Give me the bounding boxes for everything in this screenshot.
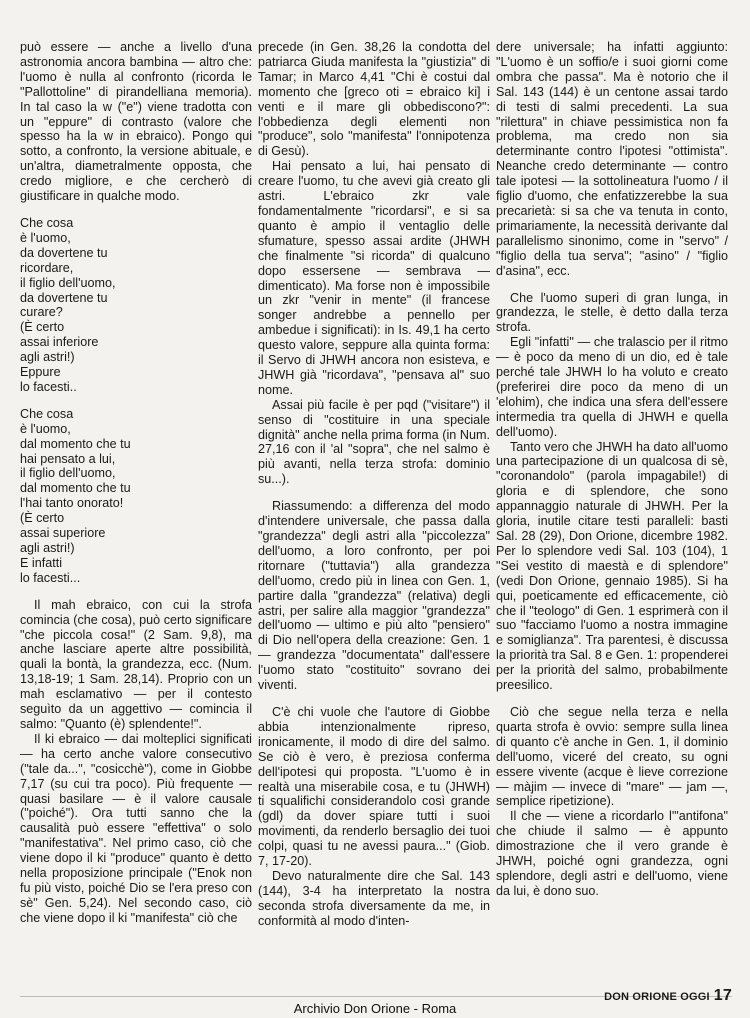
text-column-1 (20, 40, 252, 975)
poem-line: curare? (20, 305, 63, 320)
paragraph: precede (in Gen. 38,26 la condotta del patriarca Giuda manifesta la "giustizia" di Tamar; in Marco 4,41 "Chi è costui dal momento che [greco oti = ebraico ki] i venti e il mare gli obbediscono?": l'obbedienza degli elementi non "produce", solo "manifesta" l'onnipotenza di Gesù). (258, 40, 490, 159)
paragraph: Che l'uomo superi di gran lunga, in grandezza, le stelle, è detto dalla terza strofa. (496, 290, 728, 335)
paragraph: Devo naturalmente dire che Sal. 143 (144), 3-4 ha interpretato la nostra seconda strofa diversamente da me, in conformità al modo d'inten- (258, 868, 490, 928)
poem-line: agli astri!) (20, 350, 75, 365)
paragraph: Il mah ebraico, con cui la strofa comincia (che cosa), può certo significare "che piccola cosa!" (2 Sam. 9,8), ma anche lasciare aperte altre possibilità, quali la bontà, la grandezza, ecc. (Num. 13,18-19; 1 Sam. 28,14). Proprio con un mah esclamativo — per il contesto seguìto da un aggettivo — comincia il salmo: "Quanto (è) splendente!". (20, 597, 252, 731)
poem-line: è l'uomo, (20, 230, 71, 245)
page-number: 17 (713, 987, 732, 1004)
poem-version-proposed (20, 407, 252, 586)
poem-line: da dovertene tu (20, 290, 108, 305)
poem-line: è l'uomo, (20, 421, 71, 436)
paragraph: Riassumendo: a differenza del modo d'intendere universale, che passa dalla "grandezza" degli astri alla "piccolezza" dell'uomo, a loro confronto, per poi ritornare ("tuttavia") alla grandezza dell'uomo, credo più in linea con Gen. 1, partire dalla "grandezza" (relativa) degli astri, per salire alla maggior "grandezza" dell'uomo — ultimo e più alto "pensiero" di Dio nell'opera della creazione: Gen. 1 — grandezza "documentata" dall'essere l'uomo stato "costituito" sovrano dei viventi. (258, 499, 490, 693)
paragraph: Il ki ebraico — dai molteplici significati — ha certo anche valore consecutivo ("tale da...", "cosicchè"), come in Giobbe 7,17 (su cui tra poco). Più frequente — quasi basilare — è il valore causale ("poiché"). Ora tutti sanno che la causalità può essere "effettiva" o solo "manifestativa". Nel primo caso, ciò che viene dopo il ki "produce" quanto è detto nella proposizione principale ("Enok non fu più visto, poiché Dio se l'era preso con sè" Gen. 5,24). Nel secondo caso, ciò che viene dopo il ki "manifesta" ciò che (20, 731, 252, 925)
paragraph: Tanto vero che JHWH ha dato all'uomo una partecipazione di un qualcosa di sè, "coronandolo" (parola impagabile!) di gloria e di splendore, che sono appannaggio naturale di JHWH. Per la gloria, inutile citare testi paralleli: basti Sal. 28 (29), Don Orione, dicembre 1982. Per lo splendore vedi Sal. 103 (104), 1 "Sei vestito di maestà e di splendore" (vedi Don Orione, gennaio 1985). Si ha qui, poeticamente ed efficacemente, ciò che il "teologo" di Gen. 1 esprimerà con il suo "facciamo l'uomo a nostra immagine e somiglianza". Tra parentesi, è discussa la priorità tra Sal. 8 e Gen. 1: propenderei per la priorità del salmo, probabilmente preesilico. (496, 439, 728, 693)
poem-line: il figlio dell'uomo, (20, 466, 116, 481)
poem-line: Che cosa (20, 406, 74, 421)
poem-line: E infatti (20, 555, 62, 570)
paragraph: dere universale; ha infatti aggiunto: "L'uomo è un soffio/e i suoi giorni come ombra che passa". Ma è notorio che il Sal. 143 (144) è un centone assai tardo di testi di salmi precedenti. La sua "rilettura" in chiave pessimistica non fa problema, ma credo non sia determinante contro l'ipotesi "ottimista". Neanche credo determinante — contro tale ipotesi — la sottolineatura l'uomo / il figlio d'uomo, che enfatizzerebbe la sua precarietà: si sa che va tenuta in conto, primariamente, la necessità derivante dal parallelismo sinonimo, come in "servo" / "figlio della tua serva"; "asino" / "figlio d'asina", ecc. (496, 40, 728, 278)
paragraph: può essere — anche a livello d'una astronomia ancora bambina — altro che: l'uomo è nulla al confronto (ricorda le "Pallottoline" di pirandelliana memoria). In tal caso la w ("e") viene tradotta con un "eppure" di contrasto (valore che spesso ha la w in ebraico). Pongo qui sotto, a confronto, la versione abituale, e un'altra, diametralmente opposta, che credo migliore, e che cercherò di giustificare in qualche modo. (20, 40, 252, 204)
poem-line: Eppure (20, 365, 61, 380)
text-column-2 (258, 40, 490, 975)
poem-line: il figlio dell'uomo, (20, 275, 116, 290)
poem-line: ricordare, (20, 260, 74, 275)
poem-line: hai pensato a lui, (20, 451, 116, 466)
archive-caption: Archivio Don Orione - Roma (293, 1001, 457, 1016)
text-column-3 (496, 40, 728, 975)
poem-line: Che cosa (20, 215, 74, 230)
poem-line: assai inferiore (20, 335, 99, 350)
paragraph: Ciò che segue nella terza e nella quarta strofa è ovvio: sempre sulla linea di quanto c'è anche in Gen. 1, il dominio dell'uomo, viceré del creato, su ogni essere vivente (acque è lieve correzione — màjim — invece di "mare" — jam —, semplice ripetizione). (496, 704, 728, 809)
paragraph: Egli "infatti" — che tralascio per il ritmo — è poco da meno di un dio, ed è tale perché tale JHWH lo ha voluto e creato (preferirei dire poco da meno di un 'elohim), che indica una sfera dell'essere intermedia tra quella di JHWH e quella dell'uomo). (496, 335, 728, 439)
poem-version-usual (20, 216, 252, 395)
poem-line: dal momento che tu (20, 436, 131, 451)
magazine-name: DON ORIONE OGGI (604, 991, 710, 1003)
paragraph: Hai pensato a lui, hai pensato di creare l'uomo, tu che avevi già creato gli astri. L'ebraico zkr vale fondamentalmente "ricordarsi", e si sa quanto è ampio il ventaglio delle sfumature, spesso assai ardite (JHWH che finalmente "si ricorda" di qualcuno dopo essersene — sembrava — dimenticato). Ma forse non è impossibile un zkr "venir in mente" (il francese songer andrebbe a pennello per ambedue i significati): in Is. 49,1 ha certo questo valore, seppure alla quinta forma: il Servo di JHWH ancora non esisteva, e JHWH già "ricordava", "pensava al" suo nome. (258, 159, 490, 397)
paragraph: Il che — viene a ricordarlo l'"antifona" che chiude il salmo — è appunto dimostrazione che il vero grande è JHWH, poiché ogni grandezza, ogni splendore, degli astri e dell'uomo, viene da lui, è dono suo. (496, 809, 728, 898)
poem-line: assai superiore (20, 526, 106, 541)
poem-line: lo facesti... (20, 570, 81, 585)
poem-line: agli astri!) (20, 541, 75, 555)
paragraph: C'è chi vuole che l'autore di Giobbe abbia intenzionalmente ripreso, ironicamente, il modo di dire del salmo. Se ciò è vero, è preziosa conferma dell'ipotesi qui proposta. "L'uomo è in realtà una miserabile cosa, e tu (JHWH) ti squalifichi considerandolo così grande (gdl) da dover spiare tutti i suoi movimenti, da renderlo bersaglio dei tuoi colpi, quasi tu ne avessi paura..." (Giob. 7, 17-20). (258, 704, 490, 869)
poem-line: (È certo (20, 320, 65, 335)
paragraph: Assai più facile è per pqd ("visitare") il senso di "costituire in una speciale dignità" anche nella prima forma (in Num. 27,16 con il 'al "sopra", che nel salmo è più avanti, nella terza strofa: dominio su...). (258, 397, 490, 487)
poem-line: l'hai tanto onorato! (20, 496, 124, 511)
article-page (20, 40, 732, 975)
poem-line: dal momento che tu (20, 481, 131, 496)
poem-line: lo facesti.. (20, 379, 77, 394)
poem-line: da dovertene tu (20, 245, 108, 260)
poem-line: (È certo (20, 511, 65, 526)
